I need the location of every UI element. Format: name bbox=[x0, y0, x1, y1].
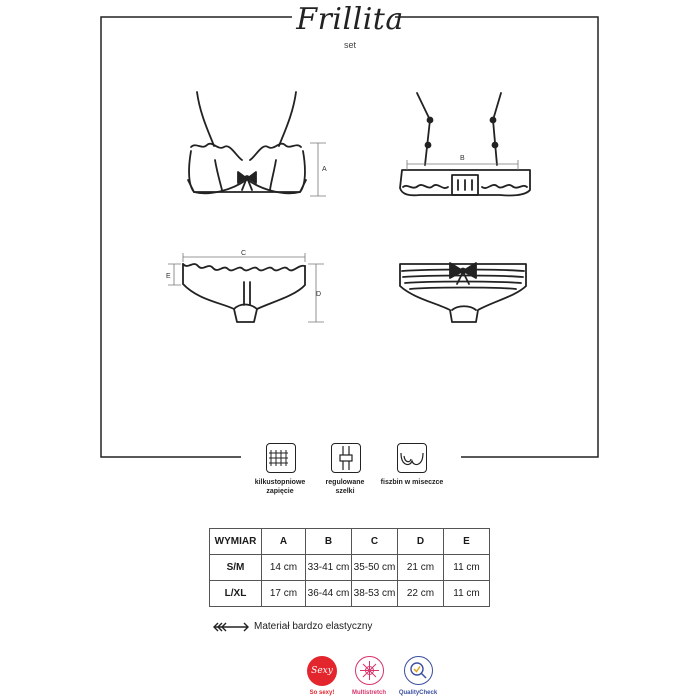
table-cell: 17 cm bbox=[262, 581, 306, 607]
table-cell: 35-50 cm bbox=[352, 555, 398, 581]
table-cell: 22 cm bbox=[398, 581, 444, 607]
table-row bbox=[210, 555, 490, 581]
badge-label-quality: QualityCheck bbox=[398, 690, 438, 696]
table-cell: 21 cm bbox=[398, 555, 444, 581]
bra-front-bow-icon bbox=[238, 172, 256, 190]
header-cell: A bbox=[262, 529, 306, 555]
dimension-label-b: B bbox=[460, 155, 465, 162]
size-table bbox=[209, 528, 490, 607]
dimension-label-a: A bbox=[322, 166, 327, 173]
quality-check-icon bbox=[404, 656, 433, 685]
sexy-badge-icon: Sexy bbox=[307, 656, 337, 686]
material-note: Materiał bardzo elastyczny bbox=[254, 621, 373, 632]
badge-label-sexy: So sexy! bbox=[309, 690, 335, 696]
panty-front-drawing bbox=[183, 264, 305, 322]
adjustable-strap-icon bbox=[331, 443, 361, 473]
row-label: L/XL bbox=[210, 581, 262, 607]
dimension-label-c: C bbox=[241, 250, 247, 257]
header-cell: WYMIAR bbox=[210, 529, 262, 555]
size-table-header-row bbox=[210, 529, 490, 555]
table-cell: 11 cm bbox=[444, 581, 490, 607]
table-cell: 38-53 cm bbox=[352, 581, 398, 607]
brand-subtitle: set bbox=[343, 40, 356, 50]
header-cell: C bbox=[352, 529, 398, 555]
bra-back-drawing bbox=[400, 93, 530, 195]
hook-clasp-icon bbox=[266, 443, 296, 473]
underwire-icon bbox=[397, 443, 427, 473]
elastic-arrows-icon bbox=[212, 621, 250, 633]
dimension-label-e: E bbox=[166, 273, 171, 280]
table-cell: 11 cm bbox=[444, 555, 490, 581]
table-cell: 36-44 cm bbox=[306, 581, 352, 607]
dimension-label-d: D bbox=[316, 291, 322, 298]
badge-label-multistretch: Multistretch bbox=[351, 690, 386, 696]
multistretch-icon bbox=[355, 656, 384, 685]
header-cell: B bbox=[306, 529, 352, 555]
table-cell: 33-41 cm bbox=[306, 555, 352, 581]
feature-label-straps: regulowane szelki bbox=[325, 479, 365, 495]
feature-label-clasp: kilkustopniowe zapięcie bbox=[254, 479, 306, 495]
header-cell: D bbox=[398, 529, 444, 555]
row-label: S/M bbox=[210, 555, 262, 581]
table-row bbox=[210, 581, 490, 607]
header-cell: E bbox=[444, 529, 490, 555]
table-cell: 14 cm bbox=[262, 555, 306, 581]
brand-title: Frillita bbox=[296, 2, 404, 37]
feature-label-underwire: fiszbin w miseczce bbox=[380, 479, 444, 486]
